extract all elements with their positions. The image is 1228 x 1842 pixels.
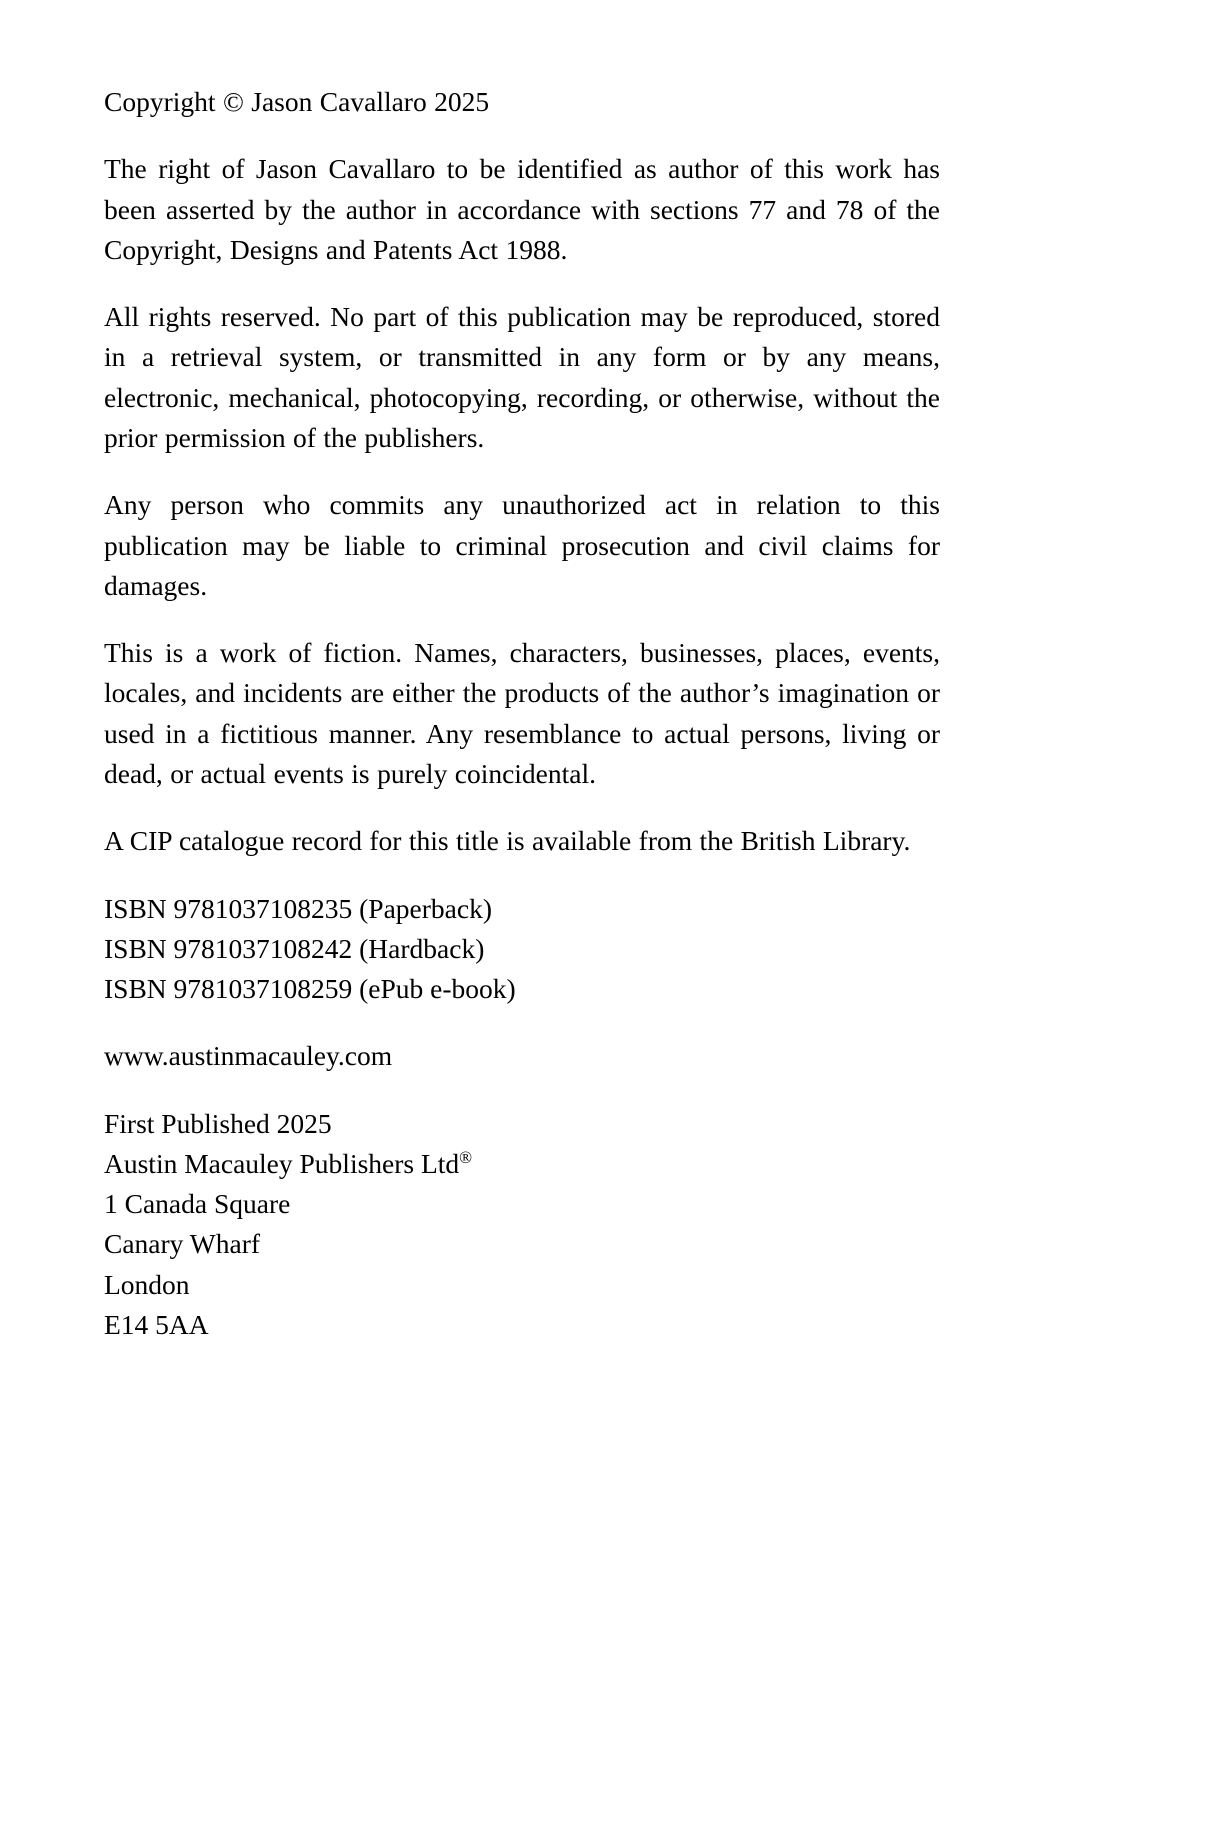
publisher-block xyxy=(104,1104,940,1346)
paragraph-author-assertion: The right of Jason Cavallaro to be identified as author of this work has been asserted by the author in accordance with sections 77 and 78 of the Copyright, Designs and Patents Act 1988. xyxy=(104,153,940,265)
isbn-paperback: ISBN 9781037108235 (Paperback) xyxy=(104,892,492,924)
page-content xyxy=(104,82,940,1372)
copyright-line: Copyright © Jason Cavallaro 2025 xyxy=(104,86,490,117)
isbn-hardback: ISBN 9781037108242 (Hardback) xyxy=(104,932,485,964)
paragraph-cip-catalogue: A CIP catalogue record for this title is available from the British Library. xyxy=(104,825,911,857)
paragraph-work-of-fiction: This is a work of fiction. Names, characters, businesses, places, events, locales, and incidents are either the products of the author’s imagination or used in a fictitious manner. Any resemblance to actual persons, living or dead, or actual events is purely coincidental. xyxy=(104,637,940,789)
publisher-name: Austin Macauley Publishers Ltd xyxy=(104,1147,460,1179)
registered-trademark-icon: ® xyxy=(459,1147,473,1167)
address-line-1: 1 Canada Square xyxy=(104,1188,291,1220)
website-block xyxy=(104,1036,940,1076)
paragraph-all-rights-reserved: All rights reserved. No part of this publication may be reproduced, stored in a retrieval system, or transmitted in any form or by any means, electronic, mechanical, photocopying, recording, or otherwise, without the prior permission of the publishers. xyxy=(104,301,940,453)
address-postcode: E14 5AA xyxy=(104,1309,209,1341)
address-line-2: Canary Wharf xyxy=(104,1228,261,1260)
isbn-block xyxy=(104,889,940,1010)
publisher-name-line xyxy=(104,1144,940,1184)
publisher-website: www.austinmacauley.com xyxy=(104,1040,393,1072)
isbn-epub: ISBN 9781037108259 (ePub e-book) xyxy=(104,973,516,1005)
paragraph-unauthorized-act: Any person who commits any unauthorized act in relation to this publication may be liable to criminal prosecution and civil claims for damages. xyxy=(104,489,940,601)
address-line-3: London xyxy=(104,1268,190,1300)
first-published-line: First Published 2025 xyxy=(104,1107,332,1139)
